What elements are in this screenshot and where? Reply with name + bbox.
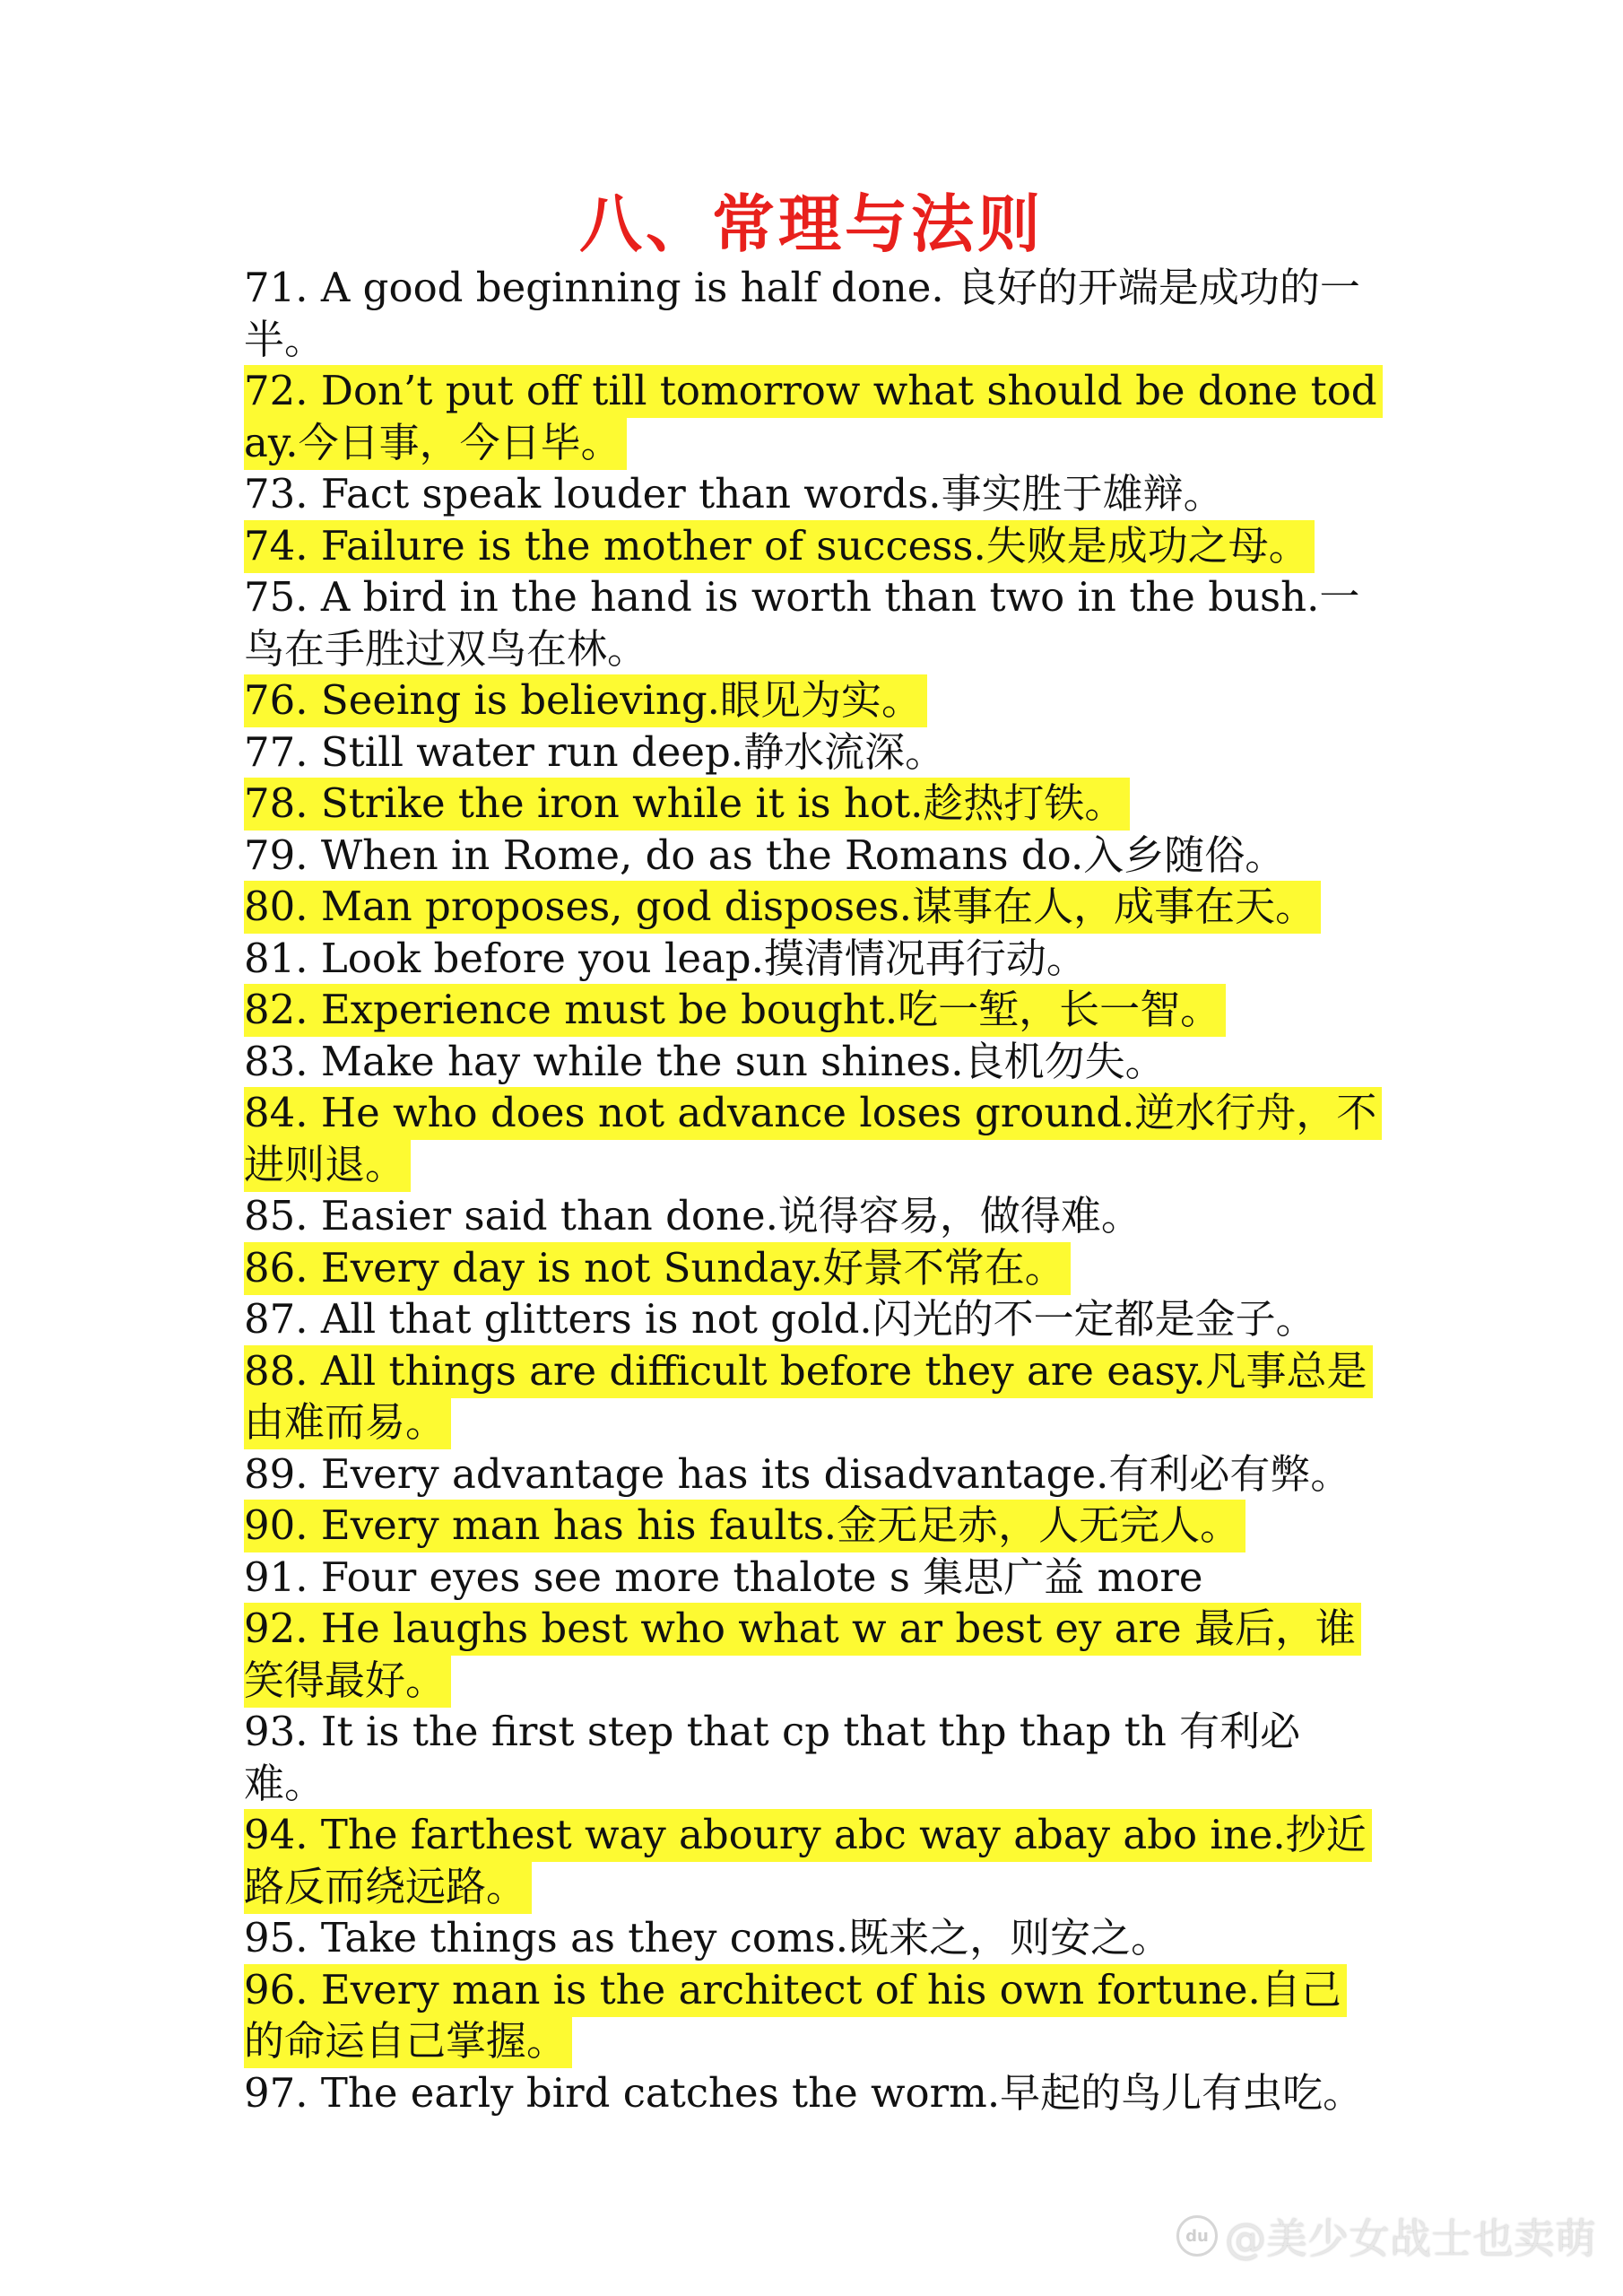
proverb-entry	[244, 2067, 1379, 2119]
proverb-text: 97. The early bird catches the worm.早起的鸟儿有虫吃。	[244, 2068, 1364, 2117]
proverb-entry	[244, 468, 1379, 520]
proverb-text: 75. A bird in the hand is worth than two in the bush.一鸟在手胜过双鸟在林。	[244, 573, 1360, 673]
watermark	[1176, 2206, 1596, 2266]
baidu-paw-icon: du	[1176, 2215, 1218, 2257]
proverb-entry	[244, 674, 1379, 726]
proverb-entry	[244, 365, 1379, 468]
proverb-text-highlighted: 96. Every man is the architect of his own fortune.自己的命运自己掌握。	[244, 1964, 1347, 2069]
proverb-text-highlighted: 86. Every day is not Sunday.好景不常在。	[244, 1242, 1071, 1295]
proverb-text-highlighted: 74. Failure is the mother of success.失败是成功之母。	[244, 520, 1315, 573]
proverb-text-highlighted: 72. Don’t put off till tomorrow what should be done today.今日事，今日毕。	[244, 365, 1383, 470]
proverb-text: 71. A good beginning is half done. 良好的开端是成功的一半。	[244, 264, 1360, 363]
proverb-entry	[244, 520, 1379, 572]
proverb-text-highlighted: 92. He laughs best who what w ar best ey are 最后，谁笑得最好。	[244, 1603, 1361, 1708]
proverb-entry	[244, 1500, 1379, 1552]
proverb-text: 81. Look before you leap.摸清情况再行动。	[244, 934, 1087, 982]
watermark-text: @美少女战士也卖萌	[1225, 2214, 1596, 2263]
proverb-entry	[244, 262, 1379, 365]
proverb-text: 79. When in Rome, do as the Romans do.入乡随俗。	[244, 831, 1286, 879]
proverb-entry	[244, 1293, 1379, 1345]
proverb-text-highlighted: 78. Strike the iron while it is hot.趁热打铁。	[244, 778, 1130, 831]
proverb-entry	[244, 1809, 1379, 1912]
proverb-entry	[244, 1448, 1379, 1500]
proverb-entry	[244, 1912, 1379, 1964]
proverb-entry	[244, 1345, 1379, 1448]
proverb-text: 95. Take things as they coms.既来之，则安之。	[244, 1914, 1172, 1961]
proverb-text-highlighted: 90. Every man has his faults.金无足赤，人无完人。	[244, 1500, 1245, 1552]
proverb-text-highlighted: 82. Experience must be bought.吃一堑，长一智。	[244, 984, 1226, 1037]
proverb-text: 73. Fact speak louder than words.事实胜于雄辩。	[244, 470, 1224, 517]
proverb-entry	[244, 1036, 1379, 1088]
proverb-text-highlighted: 80. Man proposes, god disposes.谋事在人，成事在天。	[244, 881, 1321, 934]
proverb-text-highlighted: 88. All things are difficult before they are easy.凡事总是由难而易。	[244, 1345, 1373, 1450]
proverb-text: 85. Easier said than done.说得容易，做得难。	[244, 1192, 1141, 1239]
proverb-entry	[244, 1087, 1379, 1190]
proverb-entry	[244, 933, 1379, 985]
proverb-text: 83. Make hay while the sun shines.良机勿失。	[244, 1037, 1166, 1085]
proverb-entry	[244, 778, 1379, 830]
proverb-text: 87. All that glitters is not gold.闪光的不一定都是金子。	[244, 1295, 1316, 1343]
proverb-entry	[244, 1603, 1379, 1706]
proverb-text: 89. Every advantage has its disadvantage.有利必有弊。	[244, 1449, 1351, 1498]
proverb-entry	[244, 571, 1379, 674]
proverb-text-highlighted: 84. He who does not advance loses ground.逆水行舟，不进则退。	[244, 1087, 1382, 1192]
proverb-entry	[244, 1964, 1379, 2067]
proverb-text-highlighted: 94. The farthest way aboury abc way abay abo ine.抄近路反而绕远路。	[244, 1809, 1372, 1914]
proverb-text: 93. It is the first step that cp that thp thap th 有利必难。	[244, 1708, 1301, 1807]
proverb-entry	[244, 984, 1379, 1036]
proverb-list	[244, 262, 1379, 2118]
proverb-entry	[244, 1242, 1379, 1294]
proverb-entry	[244, 1190, 1379, 1242]
proverb-entry	[244, 726, 1379, 778]
proverb-entry	[244, 881, 1379, 933]
proverb-entry	[244, 1706, 1379, 1809]
proverb-text-highlighted: 76. Seeing is believing.眼见为实。	[244, 674, 927, 727]
proverb-entry	[244, 1552, 1379, 1604]
proverb-text: 91. Four eyes see more thalote s 集思广益 more	[244, 1552, 1203, 1601]
page-title: 八、常理与法则	[579, 187, 1044, 261]
proverb-text: 77. Still water run deep.静水流深。	[244, 727, 946, 776]
proverb-entry	[244, 830, 1379, 882]
